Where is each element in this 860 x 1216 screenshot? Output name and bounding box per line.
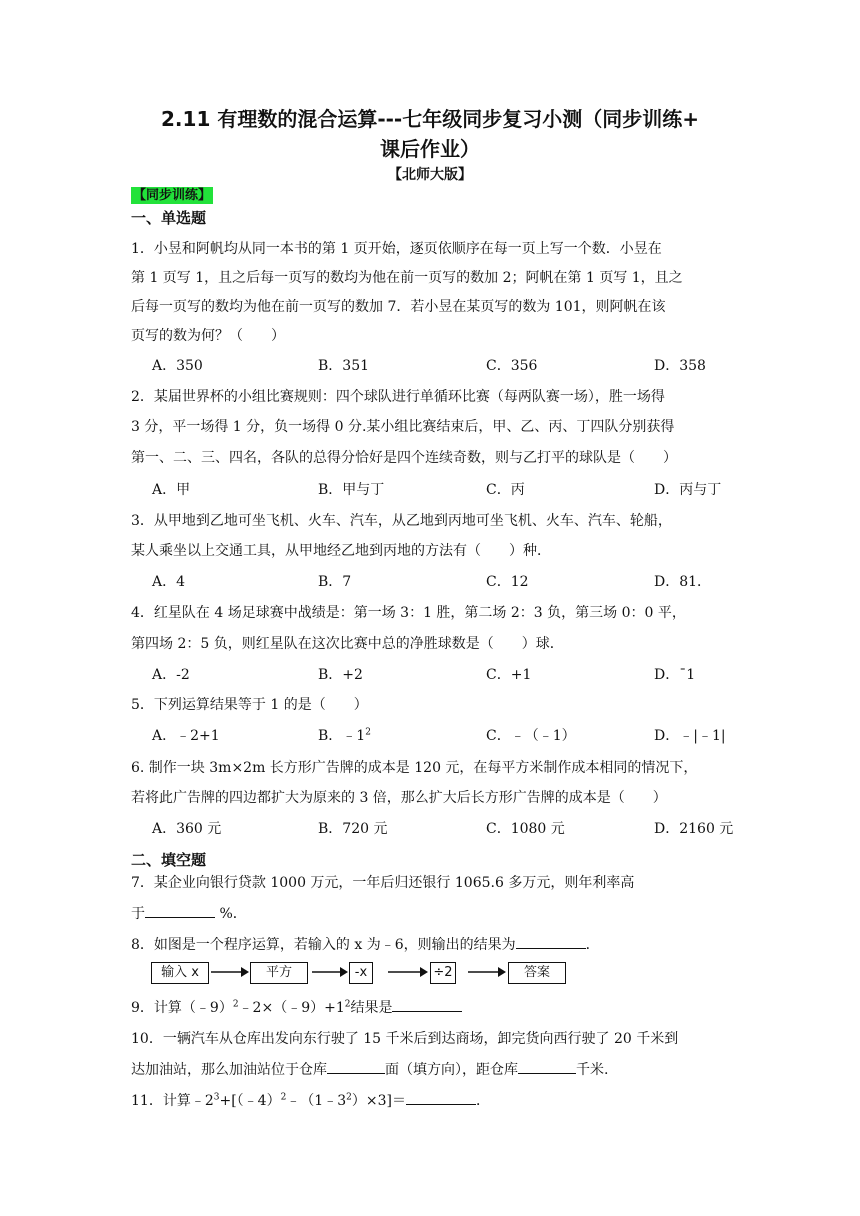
question-1-option-b: B．351 [318, 358, 370, 374]
question-5-option-b: B．$﹣1^2$ [318, 727, 371, 744]
question-2-option-a: A．甲 [152, 482, 191, 498]
flow-box-answer: 答案 [508, 962, 566, 984]
flow-box-square: 平方 [250, 962, 308, 984]
question-6-line-1: 6. 制作一块 3m×2m 长方形广告牌的成本是 120 元，在每平方米制作成本相同的情况下， [131, 760, 698, 776]
question-2-option-b: B．甲与丁 [318, 482, 385, 498]
question-5-option-d: D．﹣|﹣1| [654, 728, 726, 744]
question-7-line-1: 7．某企业向银行贷款 1000 万元，一年后归还银行 1065.6 多万元，则年利率高 [131, 875, 635, 891]
question-10-line-1: 10．一辆汽车从仓库出发向东行驶了 15 千米后到达商场，卸完货向西行驶了 20 千米到 [131, 1031, 679, 1047]
question-4-option-a: A．-2 [152, 667, 190, 683]
section-heading-fill-blank: 二、填空题 [131, 851, 207, 869]
question-1-option-c: C．356 [486, 358, 538, 374]
question-1-option-d: D．358 [654, 358, 706, 374]
question-1-line-4: 页写的数为何？（ ） [131, 328, 285, 344]
answer-blank[interactable] [516, 934, 586, 949]
question-4-line-1: 4．红星队在 4 场足球赛中战绩是：第一场 3：1 胜，第二场 2：3 负，第三场 0：0 平， [131, 605, 686, 621]
question-4-option-c: C．+1 [486, 667, 532, 683]
question-3-option-b: B．7 [318, 574, 352, 590]
question-3-option-a: A．4 [152, 574, 186, 590]
question-2-option-d: D．丙与丁 [654, 482, 722, 498]
flow-box-input: 输入 x [151, 962, 209, 984]
answer-blank[interactable] [406, 1090, 476, 1105]
edition-label: 【北师大版】 [388, 167, 472, 183]
question-6-option-b: B．720 元 [318, 821, 388, 837]
question-3-option-d: D．81． [654, 574, 712, 590]
question-11-line-1: 11．计算$﹣2^3+[(﹣4)^2﹣(1﹣3^2)\times 3]=$ ． [131, 1090, 490, 1110]
page-title [120, 104, 740, 164]
question-5-option-c: C．﹣（﹣1） [486, 728, 576, 744]
question-4-option-d: D．¯1 [654, 667, 696, 683]
question-3-option-c: C．12 [486, 574, 529, 590]
question-2-line-1: 2．某届世界杯的小组比赛规则：四个球队进行单循环比赛（每两队赛一场），胜一场得 [131, 389, 665, 405]
question-6-option-d: D．2160 元 [654, 821, 734, 837]
question-2-line-3: 第一、二、三、四名，各队的总得分恰好是四个连续奇数，则与乙打平的球队是（ ） [131, 450, 677, 466]
title-line-2: 课后作业） [380, 137, 480, 161]
question-9-line-1: 9．计算$(﹣9)^2﹣2\times(﹣9)+1^2$结果是 [131, 997, 462, 1017]
question-3-line-1: 3．从甲地到乙地可坐飞机、火车、汽车，从乙地到丙地可坐飞机、火车、汽车、轮船， [131, 513, 672, 529]
question-6-option-a: A．360 元 [152, 821, 222, 837]
question-3-line-2: 某人乘坐以上交通工具，从甲地经乙地到丙地的方法有（ ）种． [131, 543, 551, 559]
question-6-line-2: 若将此广告牌的四边都扩大为原来的 3 倍，那么扩大后长方形广告牌的成本是（ ） [131, 790, 667, 806]
question-2-line-2: 3 分，平一场得 1 分，负一场得 0 分.某小组比赛结束后，甲、乙、丙、丁四队分别获得 [131, 419, 675, 435]
title-line-1: 2.11 有理数的混合运算---七年级同步复习小测（同步训练+ [161, 107, 699, 131]
question-6-option-c: C．1080 元 [486, 821, 565, 837]
question-1-line-3: 后每一页写的数均为他在前一页写的数加 7．若小昱在某页写的数为 101，则阿帆在该 [131, 299, 666, 315]
question-5-line-1: 5．下列运算结果等于 1 的是（ ） [131, 697, 368, 713]
answer-blank[interactable] [327, 1059, 385, 1074]
flow-arrow-icon [211, 965, 249, 979]
question-1-line-2: 第 1 页写 1，且之后每一页写的数均为他在前一页写的数加 2；阿帆在第 1 页写 1，且之 [131, 270, 683, 286]
flow-arrow-icon [468, 965, 506, 979]
question-1-line-1: 1．小昱和阿帆均从同一本书的第 1 页开始，逐页依顺序在每一页上写一个数．小昱在 [131, 241, 662, 257]
question-8-line-1: 8．如图是一个程序运算，若输入的 x 为﹣6，则输出的结果为 ． [131, 934, 600, 954]
question-10-line-2: 达加油站，那么加油站位于仓库 面（填方向），距仓库 千米. [131, 1059, 608, 1079]
question-1-option-a: A．350 [152, 358, 203, 374]
question-7-line-2: 于 %． [131, 903, 247, 923]
question-2-option-c: C．丙 [486, 482, 525, 498]
question-5-option-a: A．﹣2+1 [152, 728, 220, 744]
flow-arrow-icon [388, 965, 428, 979]
flow-box-divide-2: ÷2 [430, 962, 456, 984]
answer-blank[interactable] [145, 903, 215, 918]
answer-blank[interactable] [518, 1059, 576, 1074]
question-4-line-2: 第四场 2：5 负，则红星队在这次比赛中总的净胜球数是（ ）球． [131, 636, 564, 652]
question-4-option-b: B．+2 [318, 667, 363, 683]
answer-blank[interactable] [392, 997, 462, 1012]
section-heading-single-choice: 一、单选题 [131, 209, 207, 227]
flow-arrow-icon [312, 965, 348, 979]
section-tag-highlight: 【同步训练】 [133, 188, 212, 203]
flow-box-minus-x: -x [349, 962, 373, 984]
